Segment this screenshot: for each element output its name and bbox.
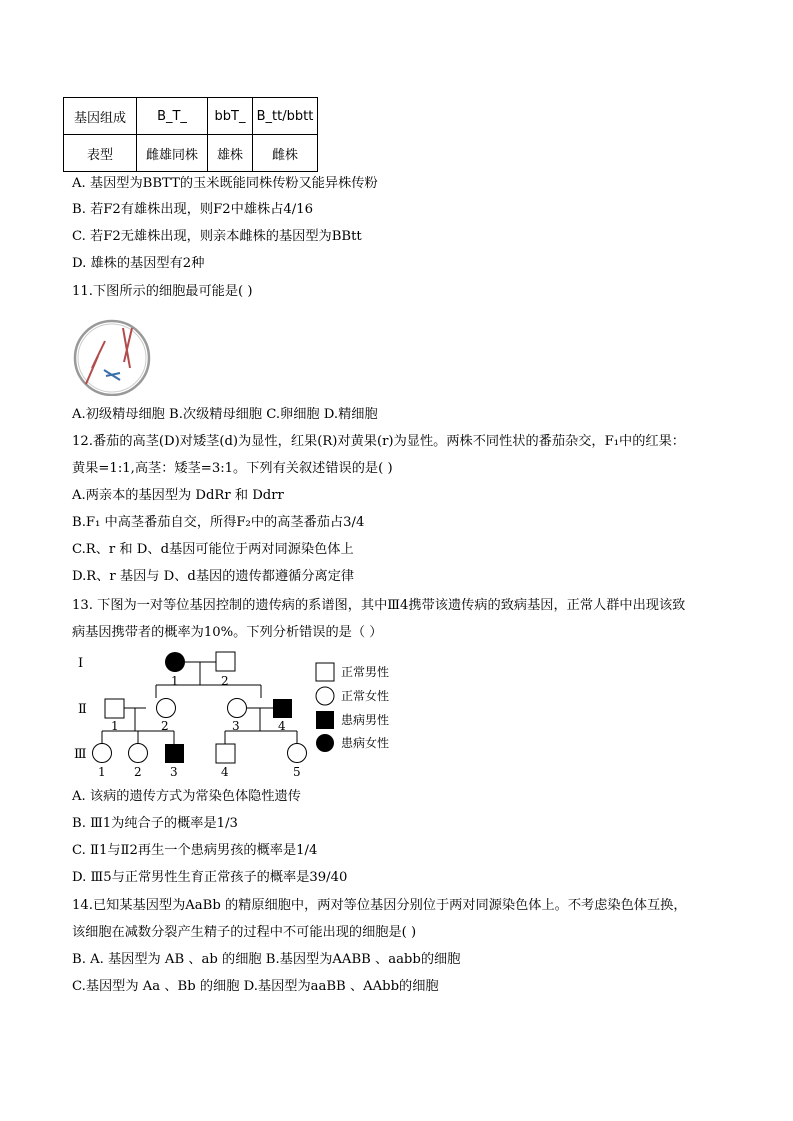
q14-stem-2: 该细胞在减数分裂产生精子的过程中不可能出现的细胞是( ) — [72, 925, 417, 940]
q10-option-b: B. 若F2有雄株出现，则F2中雄株占4/16 — [72, 202, 314, 217]
legend-normal-female-icon — [316, 687, 334, 705]
table-header: B_tt/bbtt — [253, 98, 318, 135]
legend-label: 正常女性 — [341, 689, 390, 703]
legend-affected-male-icon — [316, 711, 334, 729]
q13-option-d: D. Ⅲ5与正常男性生育正常孩子的概率是39/40 — [72, 870, 348, 885]
table-header: 基因组成 — [64, 98, 137, 135]
q12-stem-1: 12.番茄的高茎(D)对矮茎(d)为显性，红果(R)对黄果(r)为显性。两株不同性状的番茄杂交，F₁中的红果： — [72, 434, 685, 449]
normal-male-symbol — [216, 744, 235, 763]
generation-label: Ⅰ — [78, 656, 84, 671]
cell-diagram — [72, 316, 152, 396]
table-cell: 雌雄同株 — [137, 135, 208, 172]
genotype-table — [63, 97, 318, 172]
normal-female-symbol — [93, 744, 112, 763]
q12-option-b: B.F₁ 中高茎番茄自交，所得F₂中的高茎番茄占3/4 — [72, 515, 365, 530]
generation-label: Ⅲ — [74, 747, 87, 762]
normal-female-symbol — [288, 744, 307, 763]
affected-female-symbol — [165, 652, 185, 672]
normal-male-symbol — [105, 699, 124, 718]
individual-label: 2 — [221, 674, 229, 688]
q12-option-a: A.两亲本的基因型为 DdRr 和 Ddrr — [72, 488, 284, 503]
normal-female-symbol — [129, 744, 148, 763]
legend-label: 正常男性 — [341, 665, 390, 679]
q13-stem-2: 病基因携带者的概率为10%。下列分析错误的是（ ） — [72, 625, 383, 640]
individual-label: 4 — [278, 719, 286, 733]
q10-option-a: A. 基因型为BBTT的玉米既能同株传粉又能异株传粉 — [72, 176, 378, 191]
legend-label: 患病男性 — [341, 713, 390, 727]
q11-options: A.初级精母细胞 B.次级精母细胞 C.卵细胞 D.精细胞 — [72, 407, 378, 422]
q13-option-c: C. Ⅱ1与Ⅱ2再生一个患病男孩的概率是1/4 — [72, 843, 318, 858]
pedigree-chart — [60, 645, 400, 780]
q14-options-2: C.基因型为 Aa 、Bb 的细胞 D.基因型为aaBB 、AAbb的细胞 — [72, 979, 439, 994]
individual-label: 3 — [170, 765, 178, 779]
legend-affected-female-icon — [316, 734, 334, 752]
legend-label: 患病女性 — [341, 736, 390, 750]
individual-label: 2 — [161, 719, 169, 733]
q13-option-b: B. Ⅲ1为纯合子的概率是1/3 — [72, 816, 238, 831]
affected-male-symbol — [165, 744, 184, 763]
table-cell: 雄株 — [208, 135, 253, 172]
q13-option-a: A. 该病的遗传方式为常染色体隐性遗传 — [72, 789, 301, 804]
q12-option-c: C.R、r 和 D、d基因可能位于两对同源染色体上 — [72, 542, 354, 557]
q13-stem-1: 13. 下图为一对等位基因控制的遗传病的系谱图，其中Ⅲ4携带该遗传病的致病基因，正常人群中出现该致 — [72, 598, 686, 613]
legend-normal-male-icon — [316, 663, 334, 681]
table-cell: 雌株 — [253, 135, 318, 172]
affected-male-symbol — [273, 699, 292, 718]
individual-label: 2 — [134, 765, 142, 779]
q14-options-1: B. A. 基因型为 AB 、ab 的细胞 B.基因型为AABB 、aabb的细胞 — [72, 952, 461, 967]
table-cell: 表型 — [64, 135, 137, 172]
individual-label: 4 — [221, 765, 229, 779]
q12-stem-2: 黄果=1:1,高茎：矮茎=3:1。下列有关叙述错误的是( ) — [72, 461, 393, 476]
table-header: bbT_ — [208, 98, 253, 135]
q10-option-d: D. 雄株的基因型有2种 — [72, 256, 205, 271]
individual-label: 1 — [98, 765, 106, 779]
q11-stem: 11.下图所示的细胞最可能是( ) — [72, 284, 253, 299]
individual-label: 5 — [293, 765, 301, 779]
individual-label: 1 — [171, 674, 179, 688]
q10-option-c: C. 若F2无雄株出现，则亲本雌株的基因型为BBtt — [72, 229, 362, 244]
normal-female-symbol — [228, 699, 247, 718]
q12-option-d: D.R、r 基因与 D、d基因的遗传都遵循分离定律 — [72, 569, 355, 584]
table-header: B_T_ — [137, 98, 208, 135]
normal-male-symbol — [216, 652, 235, 671]
generation-label: Ⅱ — [78, 702, 87, 717]
q14-stem-1: 14.已知某基因型为AaBb 的精原细胞中，两对等位基因分别位于两对同源染色体上。不考虑染色体互换， — [72, 898, 687, 913]
individual-label: 1 — [111, 719, 119, 733]
individual-label: 3 — [232, 719, 240, 733]
normal-female-symbol — [157, 699, 176, 718]
